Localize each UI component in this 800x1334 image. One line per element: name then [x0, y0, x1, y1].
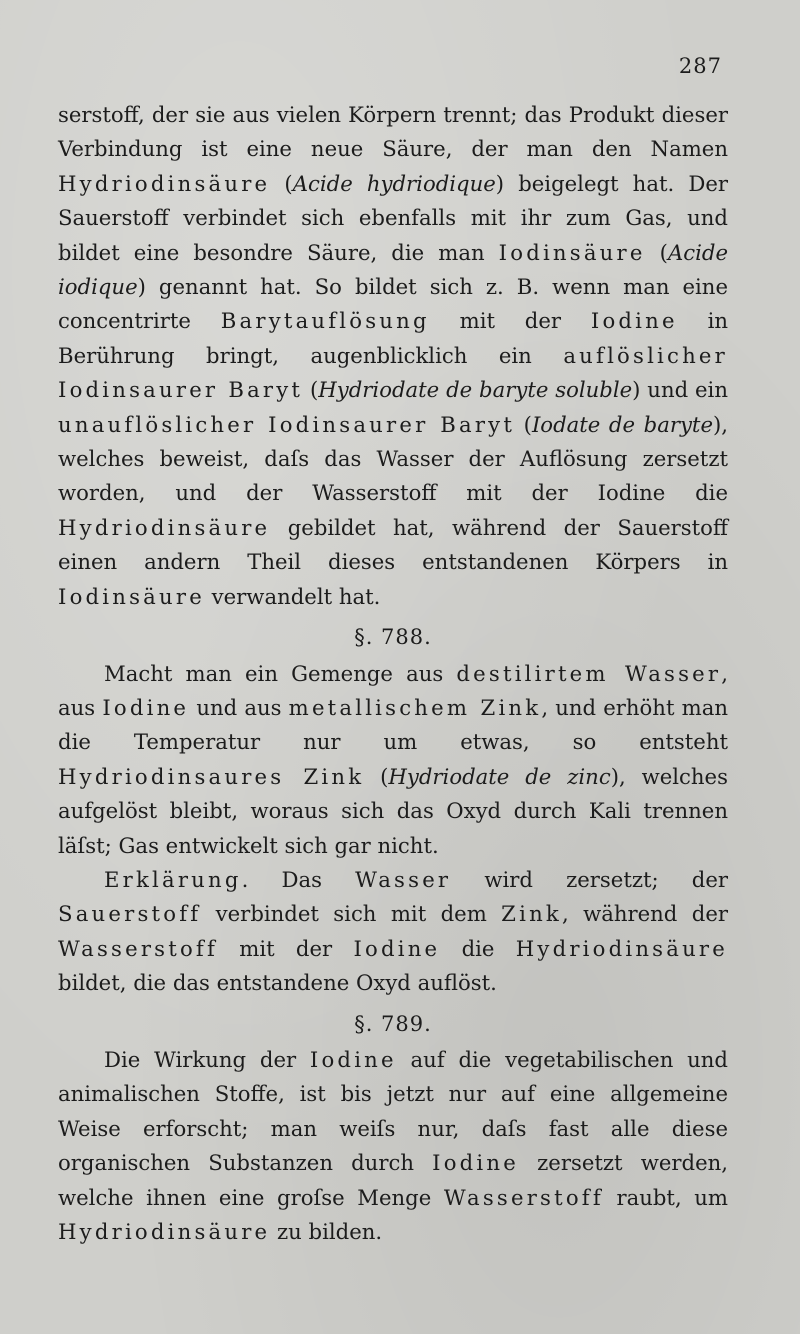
- text-run: (: [645, 239, 668, 265]
- section-heading: §. 788.: [354, 625, 432, 650]
- spaced-term: Barytauflösung: [220, 308, 430, 334]
- italic-term: Hydriodate de baryte soluble: [318, 377, 633, 403]
- spaced-term: Iodine: [102, 694, 190, 720]
- text-run: verbindet sich mit dem: [201, 901, 502, 927]
- spaced-term: Iodine: [353, 935, 441, 961]
- paragraph: [58, 1043, 728, 1249]
- text-run: (: [364, 763, 389, 789]
- text-run: . Das: [241, 866, 356, 892]
- spaced-term: Sauerstoff: [58, 901, 202, 927]
- spaced-term: Iodinsäure: [498, 239, 646, 265]
- text-run: (: [515, 411, 532, 437]
- text-run: Die Wirkung der: [104, 1046, 310, 1072]
- italic-term: Hydriodate de zinc: [388, 763, 611, 789]
- spaced-term: Hydriodinsäure: [58, 170, 271, 196]
- text-run: mit der: [218, 935, 354, 961]
- text-run: raubt, um: [603, 1184, 728, 1210]
- spaced-term: metallischem Zink: [288, 694, 542, 720]
- spaced-term: auflöslicher Iodinsaurer Baryt: [58, 342, 728, 403]
- text-run: , aus: [58, 660, 728, 720]
- text-run: ) beigelegt hat. Der Sauerstoff verbindet sich ebenfalls mit ihr zum Gas, und bildet eine besondre Säure, die man: [58, 170, 728, 265]
- spaced-term: Iodine: [590, 308, 678, 334]
- italic-term: Iodate de baryte: [531, 411, 713, 437]
- text-run: , und erhöht man die Temperatur nur um etwas, so entsteht: [58, 694, 728, 755]
- text-run: die: [440, 935, 516, 961]
- spaced-term: unauflöslicher Iodinsaurer Baryt: [58, 411, 516, 437]
- italic-term: Acide iodique: [58, 239, 728, 300]
- page-number: 287: [678, 54, 722, 78]
- spaced-term: Hydriodinsaures Zink: [58, 763, 365, 789]
- text-run: mit der: [429, 308, 591, 334]
- text-run: und aus: [189, 694, 289, 720]
- spaced-term: Hydriodinsäure: [58, 514, 271, 540]
- text-run: gebildet hat, während der Sauerstoff einen andern Theil dieses entstandenen Körpers in: [58, 514, 728, 575]
- paragraph: [58, 98, 728, 614]
- italic-term: Acide hydriodique: [292, 170, 496, 196]
- spaced-term: Wasserstoff: [443, 1184, 604, 1210]
- spaced-term: Hydriodinsäure: [515, 935, 728, 961]
- text-run: Macht man ein Gemenge aus: [104, 660, 457, 686]
- text-run: auf die vegetabilischen und animalischen Stoffe, ist bis jetzt nur auf eine allgemeine Weise erforscht; man weiſs nur, daſs fast alle diese organischen Substanzen durch: [58, 1046, 728, 1176]
- spaced-term: Zink: [501, 901, 562, 927]
- text-run: zu bilden.: [270, 1219, 383, 1244]
- text-run: , während der: [561, 901, 728, 927]
- spaced-term: Wasserstoff: [58, 935, 219, 961]
- text-run: zersetzt werden, welche ihnen eine groſse Menge: [58, 1150, 729, 1210]
- paragraph: [58, 863, 728, 1001]
- page-body: [58, 98, 728, 1249]
- spaced-term: Wasser: [355, 866, 452, 892]
- spaced-term: Hydriodinsäure: [58, 1219, 271, 1244]
- text-run: ), welches aufgelöst bleibt, woraus sich das Oxyd durch Kali trennen läſst; Gas entwickelt sich gar nicht.: [58, 763, 728, 858]
- text-run: ), welches beweist, daſs das Wasser der Auflösung zersetzt worden, und der Wasserstoff mit der Iodine die: [58, 411, 728, 506]
- spaced-term: Iodine: [432, 1150, 519, 1176]
- text-run: verwandelt hat.: [204, 583, 381, 609]
- text-run: wird zersetzt; der: [451, 866, 728, 892]
- text-run: bildet, die das entstandene Oxyd auflöst.: [58, 970, 497, 996]
- section-heading: §. 789.: [354, 1011, 432, 1036]
- spaced-term: Iodinsäure: [58, 583, 205, 609]
- text-run: ) genannt hat. So bildet sich z. B. wenn man eine concentrirte: [58, 274, 728, 334]
- text-run: (: [303, 377, 319, 403]
- text-run: ) und ein: [632, 377, 728, 403]
- paragraph: [58, 657, 728, 863]
- spaced-term: Iodine: [309, 1046, 397, 1072]
- spaced-term: destilirtem Wasser: [456, 660, 722, 686]
- text-run: serstoff, der sie aus vielen Körpern trennt; das Produkt dieser Verbindung ist eine neue Säure, der man den Namen: [58, 102, 728, 162]
- spaced-term: Erklärung: [104, 866, 242, 892]
- text-run: in Berührung bringt, augenblicklich ein: [58, 308, 728, 368]
- text-run: (: [270, 170, 293, 196]
